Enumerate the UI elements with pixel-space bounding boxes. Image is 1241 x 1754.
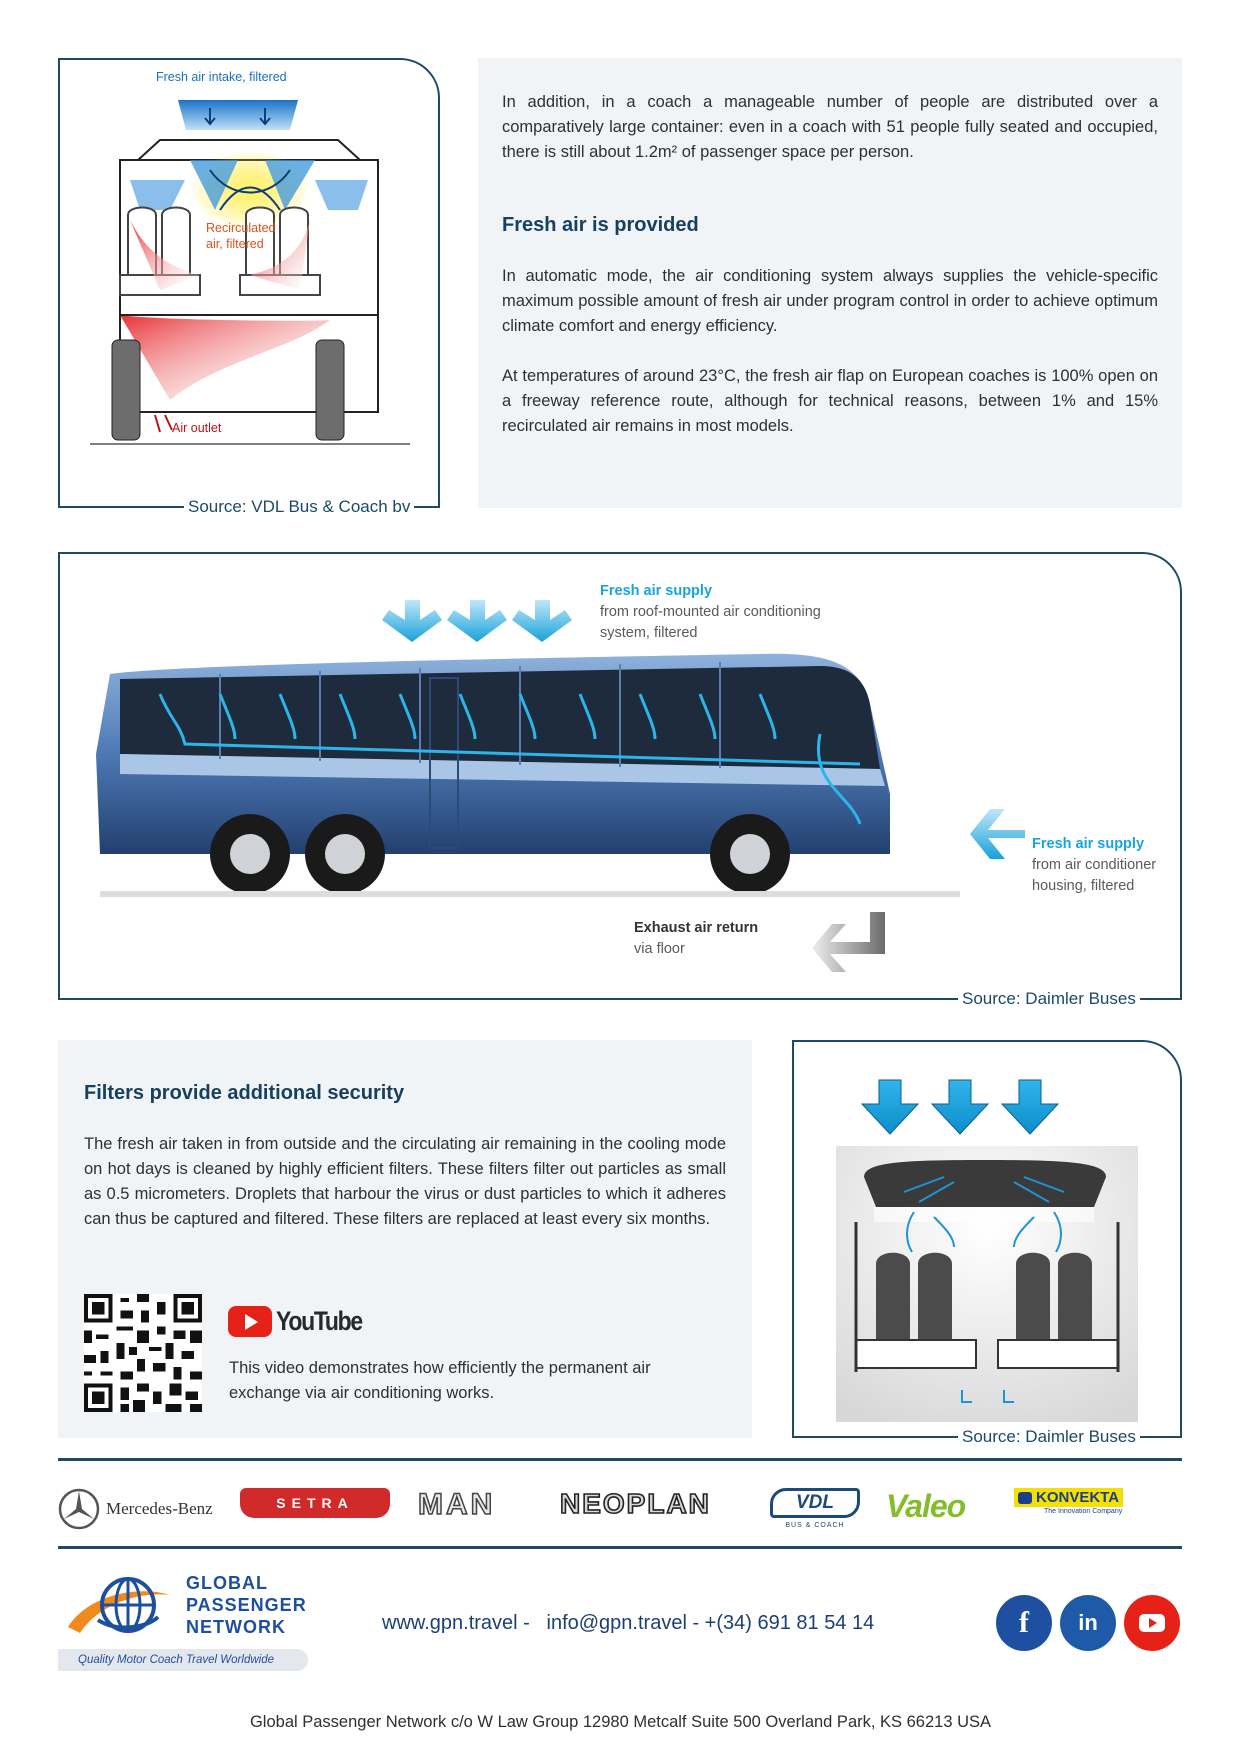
figure-daimler-cross-section xyxy=(792,1040,1182,1438)
vdl-subtitle: BUS & COACH xyxy=(785,1522,845,1529)
gpn-logo xyxy=(58,1565,314,1673)
setra-wordmark: SETRA xyxy=(276,1495,354,1511)
konvekta-tagline: The Innovation Company xyxy=(1044,1508,1123,1515)
label-front-supply-line2: housing, filtered xyxy=(1032,878,1135,894)
logo-valeo xyxy=(886,1488,965,1525)
heading-filters: Filters provide additional security xyxy=(84,1082,405,1104)
postal-address: Global Passenger Network c/o W Law Group 12980 Metcalf Suite 500 Overland Park, KS 66213 USA xyxy=(249,1713,992,1731)
konvekta-wordmark: KONVEKTA xyxy=(1036,1489,1120,1506)
konvekta-icon xyxy=(1018,1492,1032,1504)
heading-fresh-air: Fresh air is provided xyxy=(502,214,699,236)
label-roof-supply-title: Fresh air supply xyxy=(600,583,713,599)
qr-code[interactable] xyxy=(84,1294,202,1412)
video-description: This video demonstrates how efficiently the permanent air exchange via air conditioning works. xyxy=(229,1359,651,1402)
label-roof-supply-line2: system, filtered xyxy=(600,625,698,641)
youtube-wordmark: YouTube xyxy=(276,1306,362,1336)
figure-daimler-coach xyxy=(58,552,1182,1000)
label-front-supply-title: Fresh air supply xyxy=(1032,836,1145,852)
label-exhaust-line1: via floor xyxy=(634,941,685,957)
facebook-icon[interactable]: f xyxy=(996,1595,1052,1651)
label-front-supply-line1: from air conditioner xyxy=(1032,857,1157,873)
label-fresh-air-intake: Fresh air intake, filtered xyxy=(156,70,287,84)
vdl-wordmark: VDL xyxy=(796,1492,834,1513)
paragraph-automatic-mode: In automatic mode, the air conditioning system always supplies the vehicle-specific maximum possible amount of fresh air under program control in order to achieve optimum climate comfort and energy efficiency. xyxy=(502,267,1158,335)
cabin-supply-arrows xyxy=(862,1080,1058,1134)
coach-airflow-diagram xyxy=(60,554,1180,998)
label-air-outlet: Air outlet xyxy=(172,421,222,435)
intro-paragraph: In addition, in a coach a manageable number of people are distributed over a comparatively large container: even in a coach with 51 people fully seated and occupied, there is still about 1.2m² of passenger space per person. xyxy=(502,93,1158,161)
gpn-line-3: NETWORK xyxy=(186,1617,286,1637)
logo-man xyxy=(418,1488,495,1522)
man-wordmark: MAN xyxy=(418,1488,496,1521)
logo-setra xyxy=(240,1488,390,1518)
logo-mercedes-benz xyxy=(58,1488,213,1530)
label-exhaust-title: Exhaust air return xyxy=(634,920,759,936)
label-recirculated-air: Recirculated air, filtered xyxy=(206,221,276,251)
label-roof-supply-line1: from roof-mounted air conditioning xyxy=(600,604,821,620)
neoplan-wordmark: NEOPLAN xyxy=(560,1488,711,1519)
logo-konvekta xyxy=(1014,1488,1123,1515)
valeo-wordmark: Valeo xyxy=(886,1488,966,1524)
logo-neoplan xyxy=(560,1488,711,1520)
filters-panel xyxy=(58,1040,752,1438)
globe-icon xyxy=(58,1565,178,1655)
cabin-airflow-diagram xyxy=(794,1042,1180,1436)
separator-top xyxy=(58,1458,1182,1461)
figure-vdl-airflow xyxy=(58,58,440,508)
mercedes-star-icon xyxy=(58,1488,100,1530)
separator-bottom xyxy=(58,1546,1182,1549)
gpn-line-1: GLOBAL xyxy=(186,1573,268,1593)
youtube-play-icon xyxy=(228,1306,272,1337)
filters-paragraph: The fresh air taken in from outside and the circulating air remaining in the cooling mode on hot days is cleaned by highly efficient filters. These filters filter out particles as small as 0.5 micrometers. Droplets that harbour the virus or dust particles to which it adheres can thus be captured and filtered. These filters are replaced at least every six months. xyxy=(84,1135,726,1228)
logo-vdl xyxy=(770,1488,860,1529)
intro-panel xyxy=(478,58,1182,508)
source-vdl: Source: VDL Bus & Coach bv xyxy=(184,497,414,517)
gpn-line-2: PASSENGER xyxy=(186,1595,307,1615)
source-daimler-1: Source: Daimler Buses xyxy=(958,989,1140,1009)
linkedin-icon[interactable]: in xyxy=(1060,1595,1116,1651)
roof-supply-arrows xyxy=(382,600,572,642)
paragraph-temperatures: At temperatures of around 23°C, the fresh air flap on European coaches is 100% open on a freeway reference route, although for technical reasons, between 1% and 15% recirculated air remains in most models. xyxy=(502,367,1158,435)
youtube-social-icon[interactable] xyxy=(1124,1595,1180,1651)
youtube-logo[interactable] xyxy=(228,1306,377,1337)
gpn-tagline: Quality Motor Coach Travel Worldwide xyxy=(58,1649,308,1671)
source-daimler-2: Source: Daimler Buses xyxy=(958,1427,1140,1447)
bus-cross-section-diagram xyxy=(60,60,438,506)
mercedes-wordmark: Mercedes-Benz xyxy=(106,1499,213,1518)
contact-line[interactable]: www.gpn.travel - info@gpn.travel - +(34) 691 81 54 14 xyxy=(382,1612,875,1634)
